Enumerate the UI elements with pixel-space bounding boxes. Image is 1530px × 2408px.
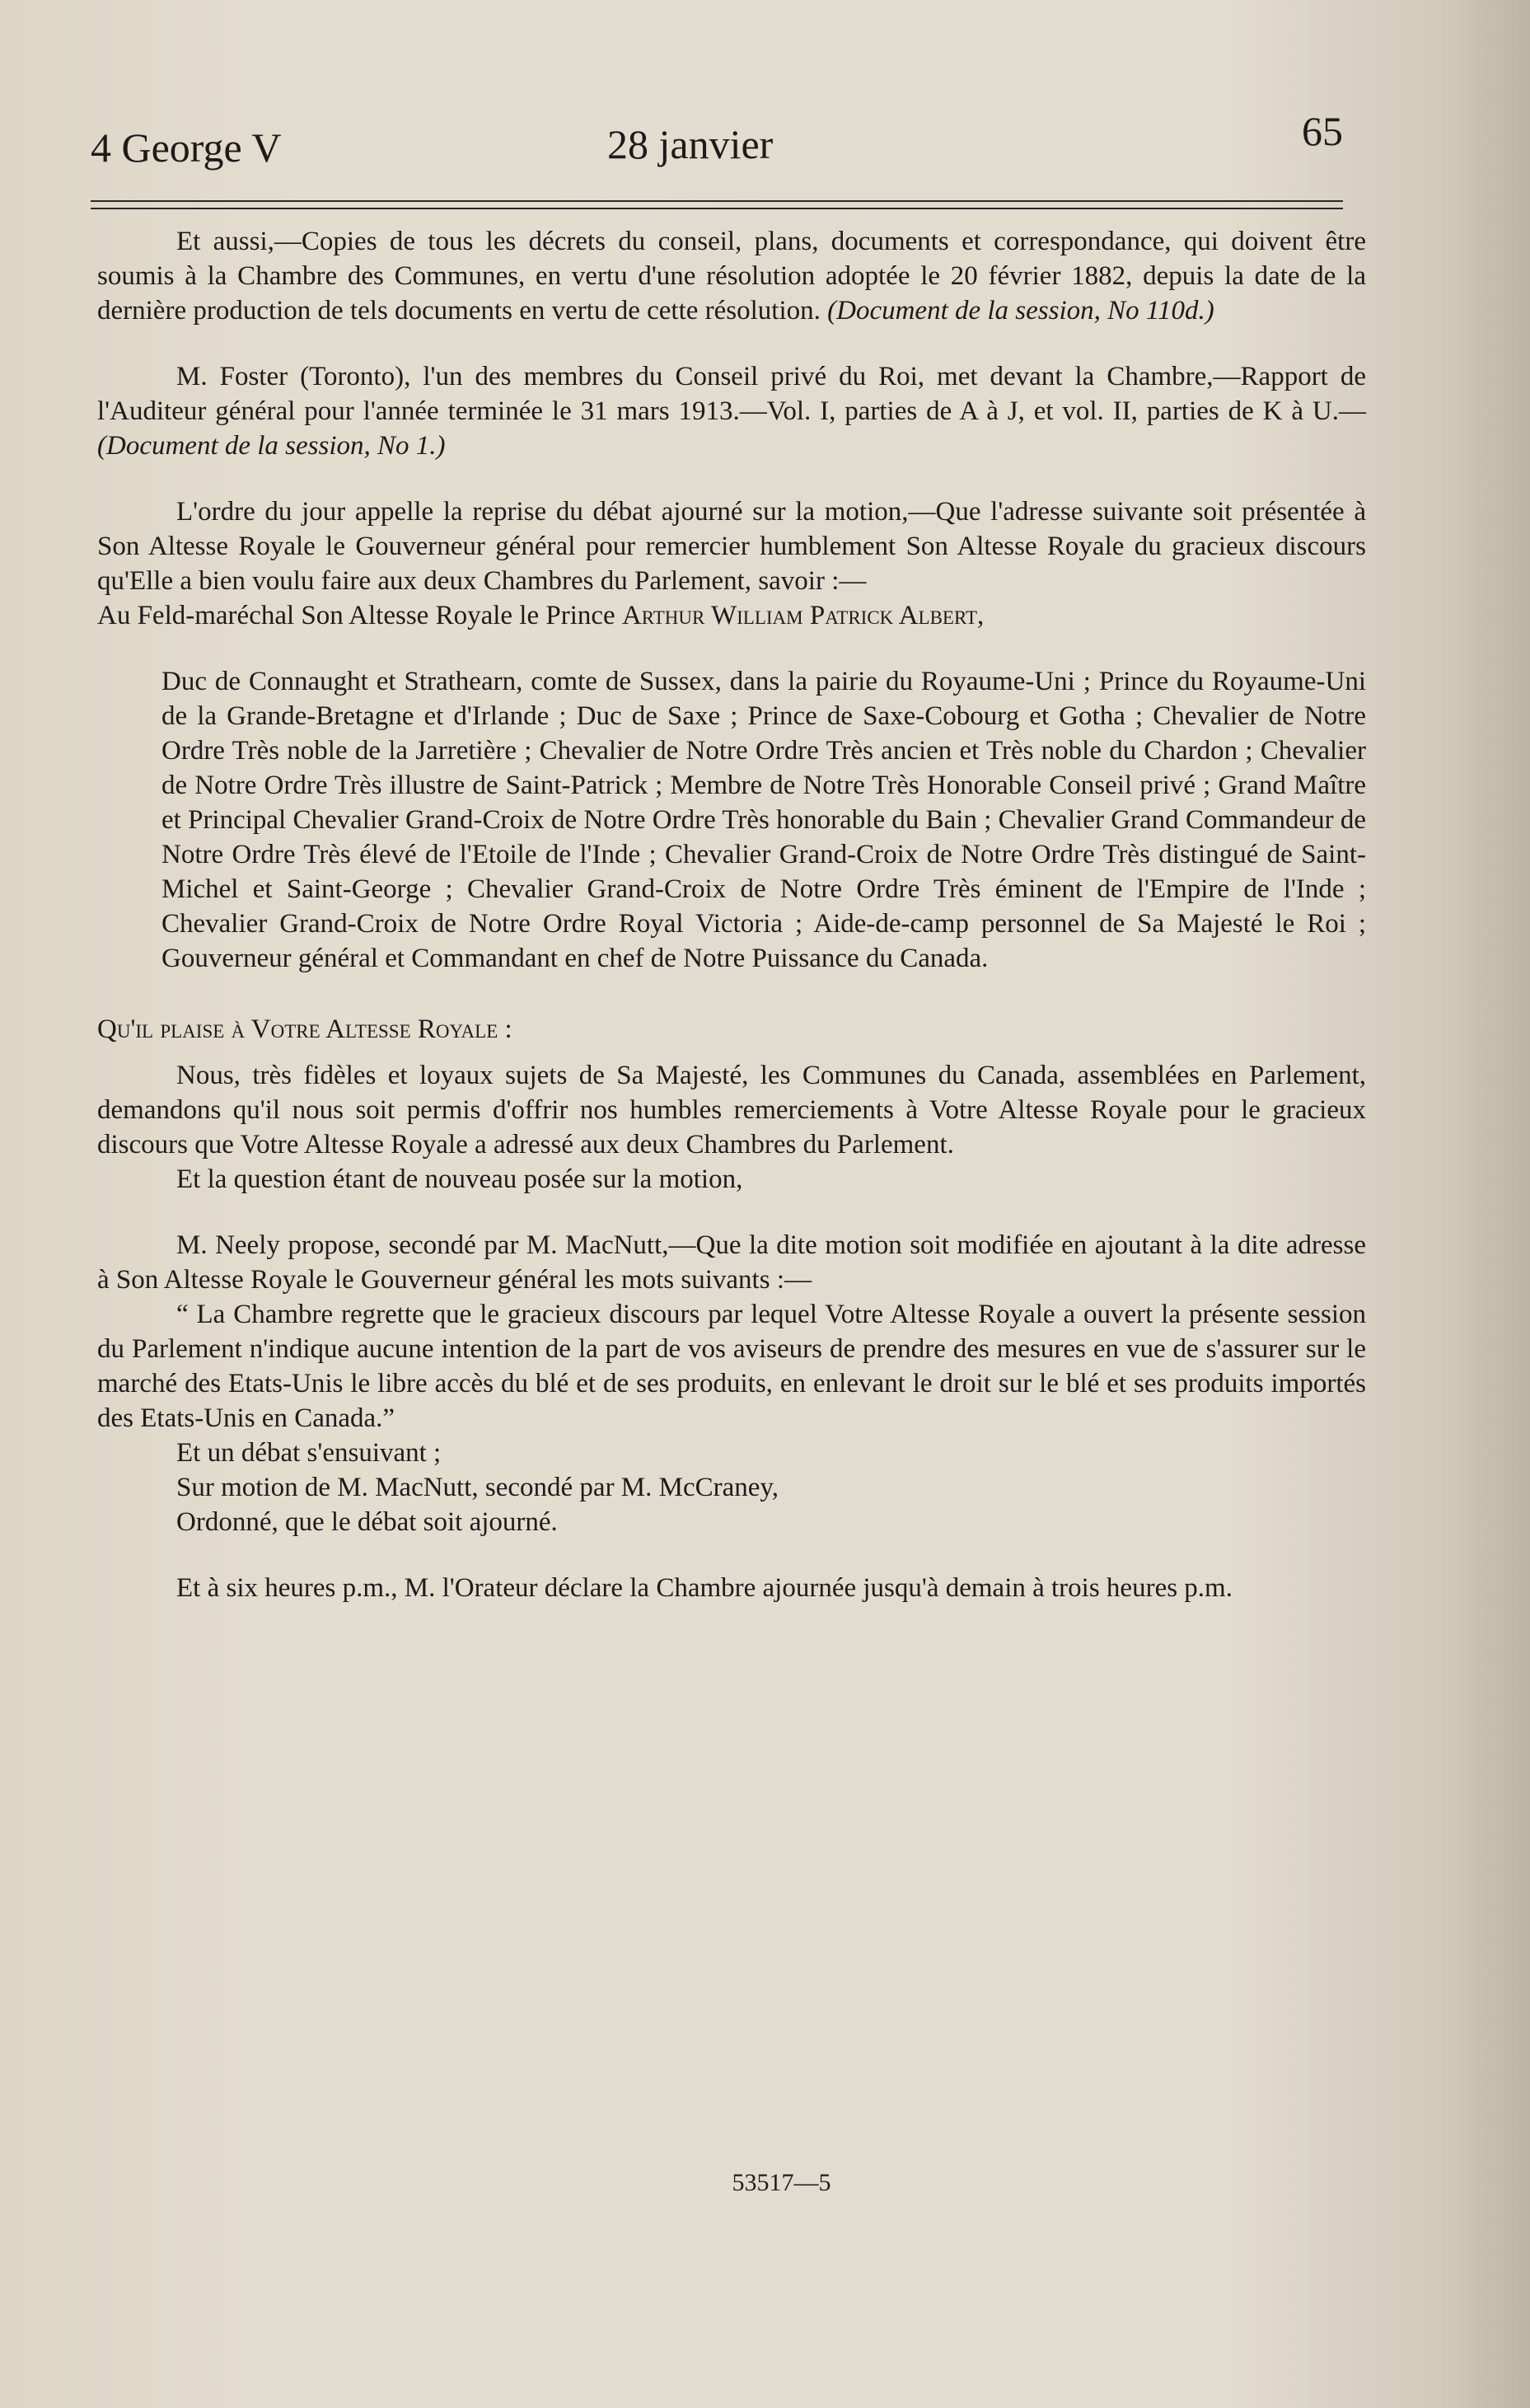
- paragraph-foster-reference: (Document de la session, No 1.): [97, 431, 446, 461]
- titles-block: Duc de Connaught et Strathearn, comte de Sussex, dans la pairie du Royaume-Uni ; Prince du Royaume-Uni de la Grande-Bretagne et d'Irlande ; Duc de Saxe ; Prince de Saxe-Cobourg et Gotha ; Chevalier de Notre Ordre Très noble de la Jarretière ; Chevalier de Notre Ordre Très ancien et Très noble du Chardon ; Chevalier de Notre Ordre Très illustre de Saint-Patrick ; Membre de Notre Très Honorable Conseil privé ; Grand Maître et Principal Chevalier Grand-Croix de Notre Ordre Très honorable du Bain ; Chevalier Grand Commandeur de Notre Ordre Très élevé de l'Etoile de l'Inde ; Chevalier Grand-Croix de Notre Ordre Très distingué de Saint-Michel et Saint-George ; Chevalier Grand-Croix de Notre Ordre Très éminent de l'Empire de l'Inde ; Chevalier Grand-Croix de Notre Ordre Royal Victoria ; Aide-de-camp personnel de Sa Majesté le Roi ; Gouverneur général et Commandant en chef de Notre Puissance du Canada.: [161, 667, 1366, 973]
- header-date: 28 janvier: [607, 121, 774, 167]
- paragraph-loyal-subjects: Nous, très fidèles et loyaux sujets de Sa Majesté, les Communes du Canada, assemblées en Parlement, demandons qu'il nous soit permis d'offrir nos humbles remerciements à Votre Altesse Royale pour le gracieux discours que Votre Altesse Royale a adressé aux deux Chambres du Parlement.: [97, 1061, 1366, 1159]
- regnal-year: 4 George V: [91, 124, 282, 171]
- paragraph-macnutt-motion: Sur motion de M. MacNutt, secondé par M. McCraney,: [176, 1473, 779, 1502]
- page-body: [97, 224, 1366, 1605]
- paragraph-order-of-day: L'ordre du jour appelle la reprise du débat ajourné sur la motion,—Que l'adresse suivante soit présentée à Son Altesse Royale le Gouverneur général pour remercier humblement Son Altesse Royale du gracieux discours qu'Elle a bien voulu faire aux deux Chambres du Parlement, savoir :—: [97, 497, 1366, 596]
- paragraph-foster: [97, 359, 1366, 463]
- paragraph-amendment-quote: “ La Chambre regrette que le gracieux discours par lequel Votre Altesse Royale a ouvert la présente session du Parlement n'indique aucune intention de la part de vos aviseurs de prendre des mesures en vue de s'assurer sur le marché des Etats-Unis le libre accès du blé et de ses produits, en enlevant le droit sur le blé et ses produits importés des Etats-Unis en Canada.”: [97, 1300, 1366, 1433]
- address-line-prefix: Au Feld-maréchal Son Altesse Royale le Prince: [97, 601, 622, 630]
- page-header: [91, 108, 1343, 181]
- address-line: [97, 598, 1366, 633]
- paragraph-debate: Et un débat s'ensuivant ;: [176, 1438, 442, 1468]
- salutation: Qu'il plaise à Votre Altesse Royale :: [97, 1014, 512, 1044]
- paragraph-question-put: Et la question étant de nouveau posée sur la motion,: [176, 1164, 743, 1194]
- address-line-name: Arthur William Patrick Albert,: [621, 601, 985, 630]
- header-rule-bottom: [91, 208, 1343, 209]
- paragraph-six-oclock: Et à six heures p.m., M. l'Orateur déclare la Chambre ajournée jusqu'à demain à trois heures p.m.: [176, 1573, 1233, 1603]
- paragraph-copies-reference: (Document de la session, No 110d.): [827, 296, 1214, 326]
- header-rule-top: [91, 200, 1343, 202]
- paragraph-neely-motion: M. Neely propose, secondé par M. MacNutt,—Que la dite motion soit modifiée en ajoutant à la dite adresse à Son Altesse Royale le Gouverneur général les mots suivants :—: [97, 1230, 1366, 1295]
- page-number: 65: [1302, 108, 1343, 154]
- paragraph-foster-text: M. Foster (Toronto), l'un des membres du Conseil privé du Roi, met devant la Chambre,—Rapport de l'Auditeur général pour l'année terminée le 31 mars 1913.—Vol. I, parties de A à J, et vol. II, parties de K à U.—: [97, 362, 1366, 426]
- paragraph-copies-text: Et aussi,—Copies de tous les décrets du conseil, plans, documents et correspondance, qui doivent être soumis à la Chambre des Communes, en vertu d'une résolution adoptée le 20 février 1882, depuis la date de la dernière production de tels documents en vertu de cette résolution.: [97, 227, 1366, 326]
- paragraph-copies: [97, 224, 1366, 328]
- printer-signature: 53517—5: [732, 2169, 831, 2196]
- paragraph-adjourned: Ordonné, que le débat soit ajourné.: [176, 1507, 558, 1537]
